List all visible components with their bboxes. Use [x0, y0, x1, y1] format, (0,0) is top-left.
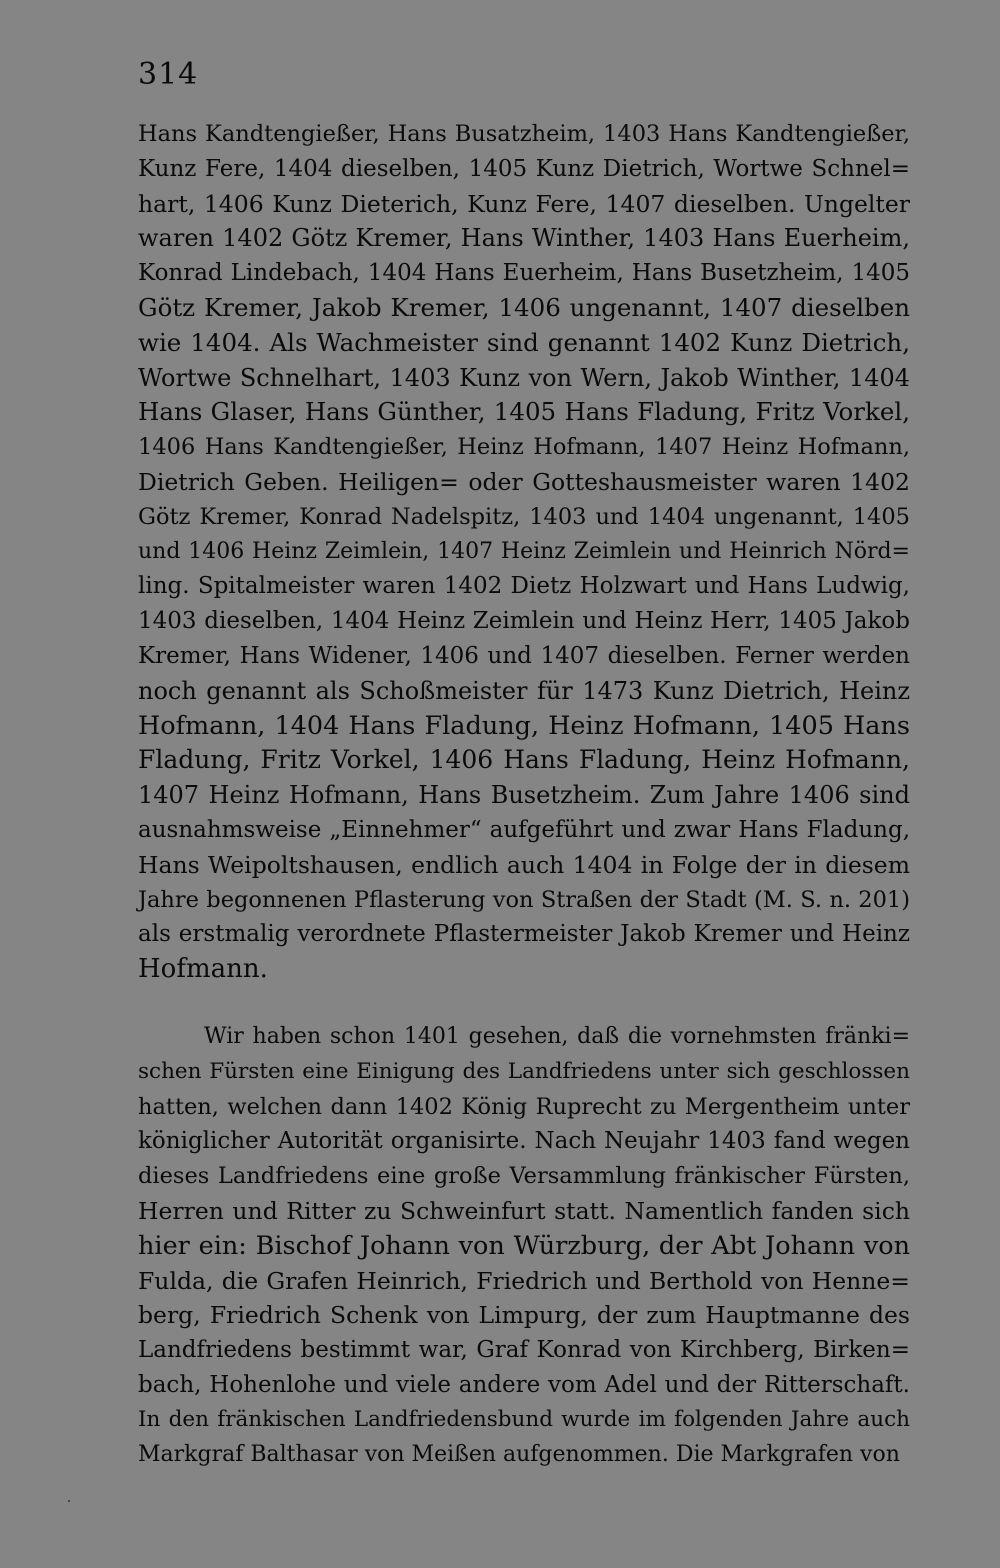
- text-line: waren 1402 Götz Kremer, Hans Winther, 1403 Hans Euerheim,: [138, 224, 910, 253]
- text-line: 1406 Hans Kandtengießer, Heinz Hofmann, 1407 Heinz Hofmann,: [138, 434, 910, 461]
- text-line: Hans Glaser, Hans Günther, 1405 Hans Fladung, Fritz Vorkel,: [138, 397, 910, 427]
- text-line: Hofmann.: [138, 954, 268, 985]
- text-line: hatten, welchen dann 1402 König Ruprecht zu Mergentheim unter: [138, 1093, 910, 1120]
- text-line: Wortwe Schnelhart, 1403 Kunz von Wern, Jakob Winther, 1404: [138, 363, 910, 392]
- text-line: In den fränkischen Landfriedensbund wurde im folgenden Jahre auch: [138, 1406, 910, 1432]
- text-line: Wir haben schon 1401 gesehen, daß die vornehmsten fränki=: [204, 1024, 910, 1049]
- text-line: wie 1404. Als Wachmeister sind genannt 1402 Kunz Dietrich,: [138, 327, 910, 357]
- paragraph-2: [138, 1020, 910, 1472]
- paragraph-1: [138, 117, 910, 987]
- text-line: hart, 1406 Kunz Dieterich, Kunz Fere, 1407 dieselben. Ungelter: [138, 189, 910, 218]
- text-line: Fladung, Fritz Vorkel, 1406 Hans Fladung, Heinz Hofmann,: [138, 745, 910, 775]
- text-line: berg, Friedrich Schenk von Limpurg, der zum Hauptmanne des: [138, 1301, 910, 1330]
- page-number: 314: [138, 57, 199, 92]
- text-line: schen Fürsten eine Einigung des Landfriedens unter sich geschlossen: [138, 1058, 910, 1084]
- text-line: Hofmann, 1404 Hans Fladung, Heinz Hofmann, 1405 Hans: [138, 710, 910, 741]
- text-line: noch genannt als Schoßmeister für 1473 Kunz Dietrich, Heinz: [138, 676, 910, 705]
- paper-speck: [68, 1500, 70, 1502]
- text-line: Kremer, Hans Widener, 1406 und 1407 dieselben. Ferner werden: [138, 642, 910, 669]
- text-line: dieses Landfriedens eine große Versammlung fränkischer Fürsten,: [138, 1163, 910, 1190]
- text-line: Markgraf Balthasar von Meißen aufgenommen. Die Markgrafen von: [138, 1441, 900, 1467]
- text-line: Hans Weipoltshausen, endlich auch 1404 in Folge der in diesem: [138, 850, 910, 879]
- text-line: Götz Kremer, Konrad Nadelspitz, 1403 und 1404 ungenannt, 1405: [138, 503, 910, 530]
- text-line: bach, Hohenlohe und viele andere vom Adel und der Ritterschaft.: [138, 1371, 910, 1398]
- text-line: 1403 dieselben, 1404 Heinz Zeimlein und Heinz Herr, 1405 Jakob: [138, 608, 910, 635]
- text-line: 1407 Heinz Hofmann, Hans Busetzheim. Zum Jahre 1406 sind: [138, 781, 910, 810]
- text-line: und 1406 Heinz Zeimlein, 1407 Heinz Zeimlein und Heinrich Nörd=: [138, 538, 910, 564]
- text-line: ling. Spitalmeister waren 1402 Dietz Holzwart und Hans Ludwig,: [138, 573, 910, 600]
- text-line: Hans Kandtengießer, Hans Busatzheim, 1403 Hans Kandtengießer,: [138, 121, 910, 147]
- text-line: als erstmalig verordnete Pflastermeister Jakob Kremer und Heinz: [138, 921, 910, 948]
- text-line: hier ein: Bischof Johann von Würzburg, der Abt Johann von: [138, 1230, 910, 1261]
- text-line: Herren und Ritter zu Schweinfurt statt. Namentlich fanden sich: [138, 1196, 910, 1225]
- text-line: Fulda, die Grafen Heinrich, Friedrich und Berthold von Henne=: [138, 1266, 910, 1295]
- text-line: königlicher Autorität organisirte. Nach Neujahr 1403 fand wegen: [138, 1128, 910, 1155]
- text-line: ausnahmsweise „Einnehmer“ aufgeführt und zwar Hans Fladung,: [138, 816, 910, 843]
- text-line: Landfriedens bestimmt war, Graf Konrad von Kirchberg, Birken=: [138, 1337, 910, 1364]
- text-line: Jahre begonnenen Pflasterung von Straßen der Stadt (M. S. n. 201): [138, 886, 910, 913]
- text-line: Götz Kremer, Jakob Kremer, 1406 ungenannt, 1407 dieselben: [138, 292, 910, 322]
- text-line: Dietrich Geben. Heiligen= oder Gotteshausmeister waren 1402: [138, 467, 910, 496]
- text-line: Konrad Lindebach, 1404 Hans Euerheim, Hans Busetzheim, 1405: [138, 260, 910, 287]
- text-line: Kunz Fere, 1404 dieselben, 1405 Kunz Dietrich, Wortwe Schnel=: [138, 155, 910, 182]
